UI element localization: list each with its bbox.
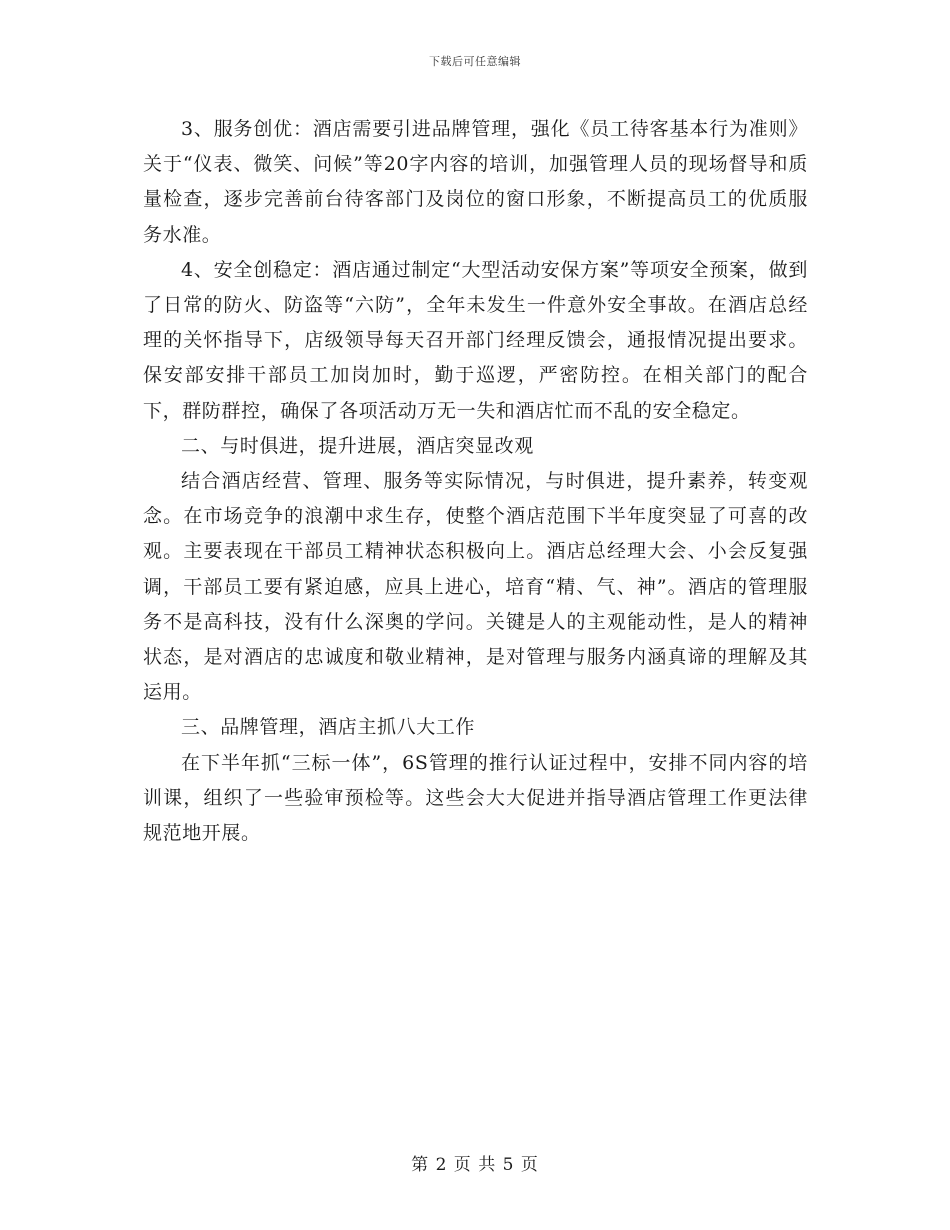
paragraph-brand: 在下半年抓“三标一体”，6S管理的推行认证过程中，安排不同内容的培训课，组织了一些验审预检等。这些会大大促进并指导酒店管理工作更法律规范地开展。 [143, 751, 808, 845]
paragraph-safety: 4、安全创稳定：酒店通过制定“大型活动安保方案”等项安全预案，做到了日常的防火、防盗等“六防”，全年未发生一件意外安全事故。在酒店总经理的关怀指导下，店级领导每天召开部门经理反馈会，通报情况提出要求。保安部安排干部员工加岗加时，勤于巡逻，严密防控。在相关部门的配合下，群防群控，确保了各项活动万无一失和酒店忙而不乱的安全稳定。 [143, 258, 808, 422]
header-note: 下载后可任意编辑 [429, 55, 521, 68]
section-heading-2: 二、与时俱进，提升进展，酒店突显改观 [181, 434, 534, 457]
page-number: 第 2 页 共 5 页 [411, 1155, 539, 1175]
paragraph-progress: 结合酒店经营、管理、服务等实际情况，与时俱进，提升素养，转变观念。在市场竞争的浪潮中求生存，使整个酒店范围下半年度突显了可喜的改观。主要表现在干部员工精神状态积极向上。酒店总经理大会、小会反复强调，干部员工要有紧迫感，应具上进心，培育“精、气、神”。酒店的管理服务不是高科技，没有什么深奥的学问。关键是人的主观能动性，是人的精神状态，是对酒店的忠诚度和敬业精神，是对管理与服务内涵真谛的理解及其运用。 [143, 470, 808, 704]
section-heading-3: 三、品牌管理，酒店主抓八大工作 [181, 716, 476, 739]
paragraph-service: 3、服务创优：酒店需要引进品牌管理，强化《员工待客基本行为准则》关于“仪表、微笑、问候”等20字内容的培训，加强管理人员的现场督导和质量检查，逐步完善前台待客部门及岗位的窗口形象，不断提高员工的优质服务水准。 [143, 118, 808, 246]
document-body [143, 112, 808, 851]
